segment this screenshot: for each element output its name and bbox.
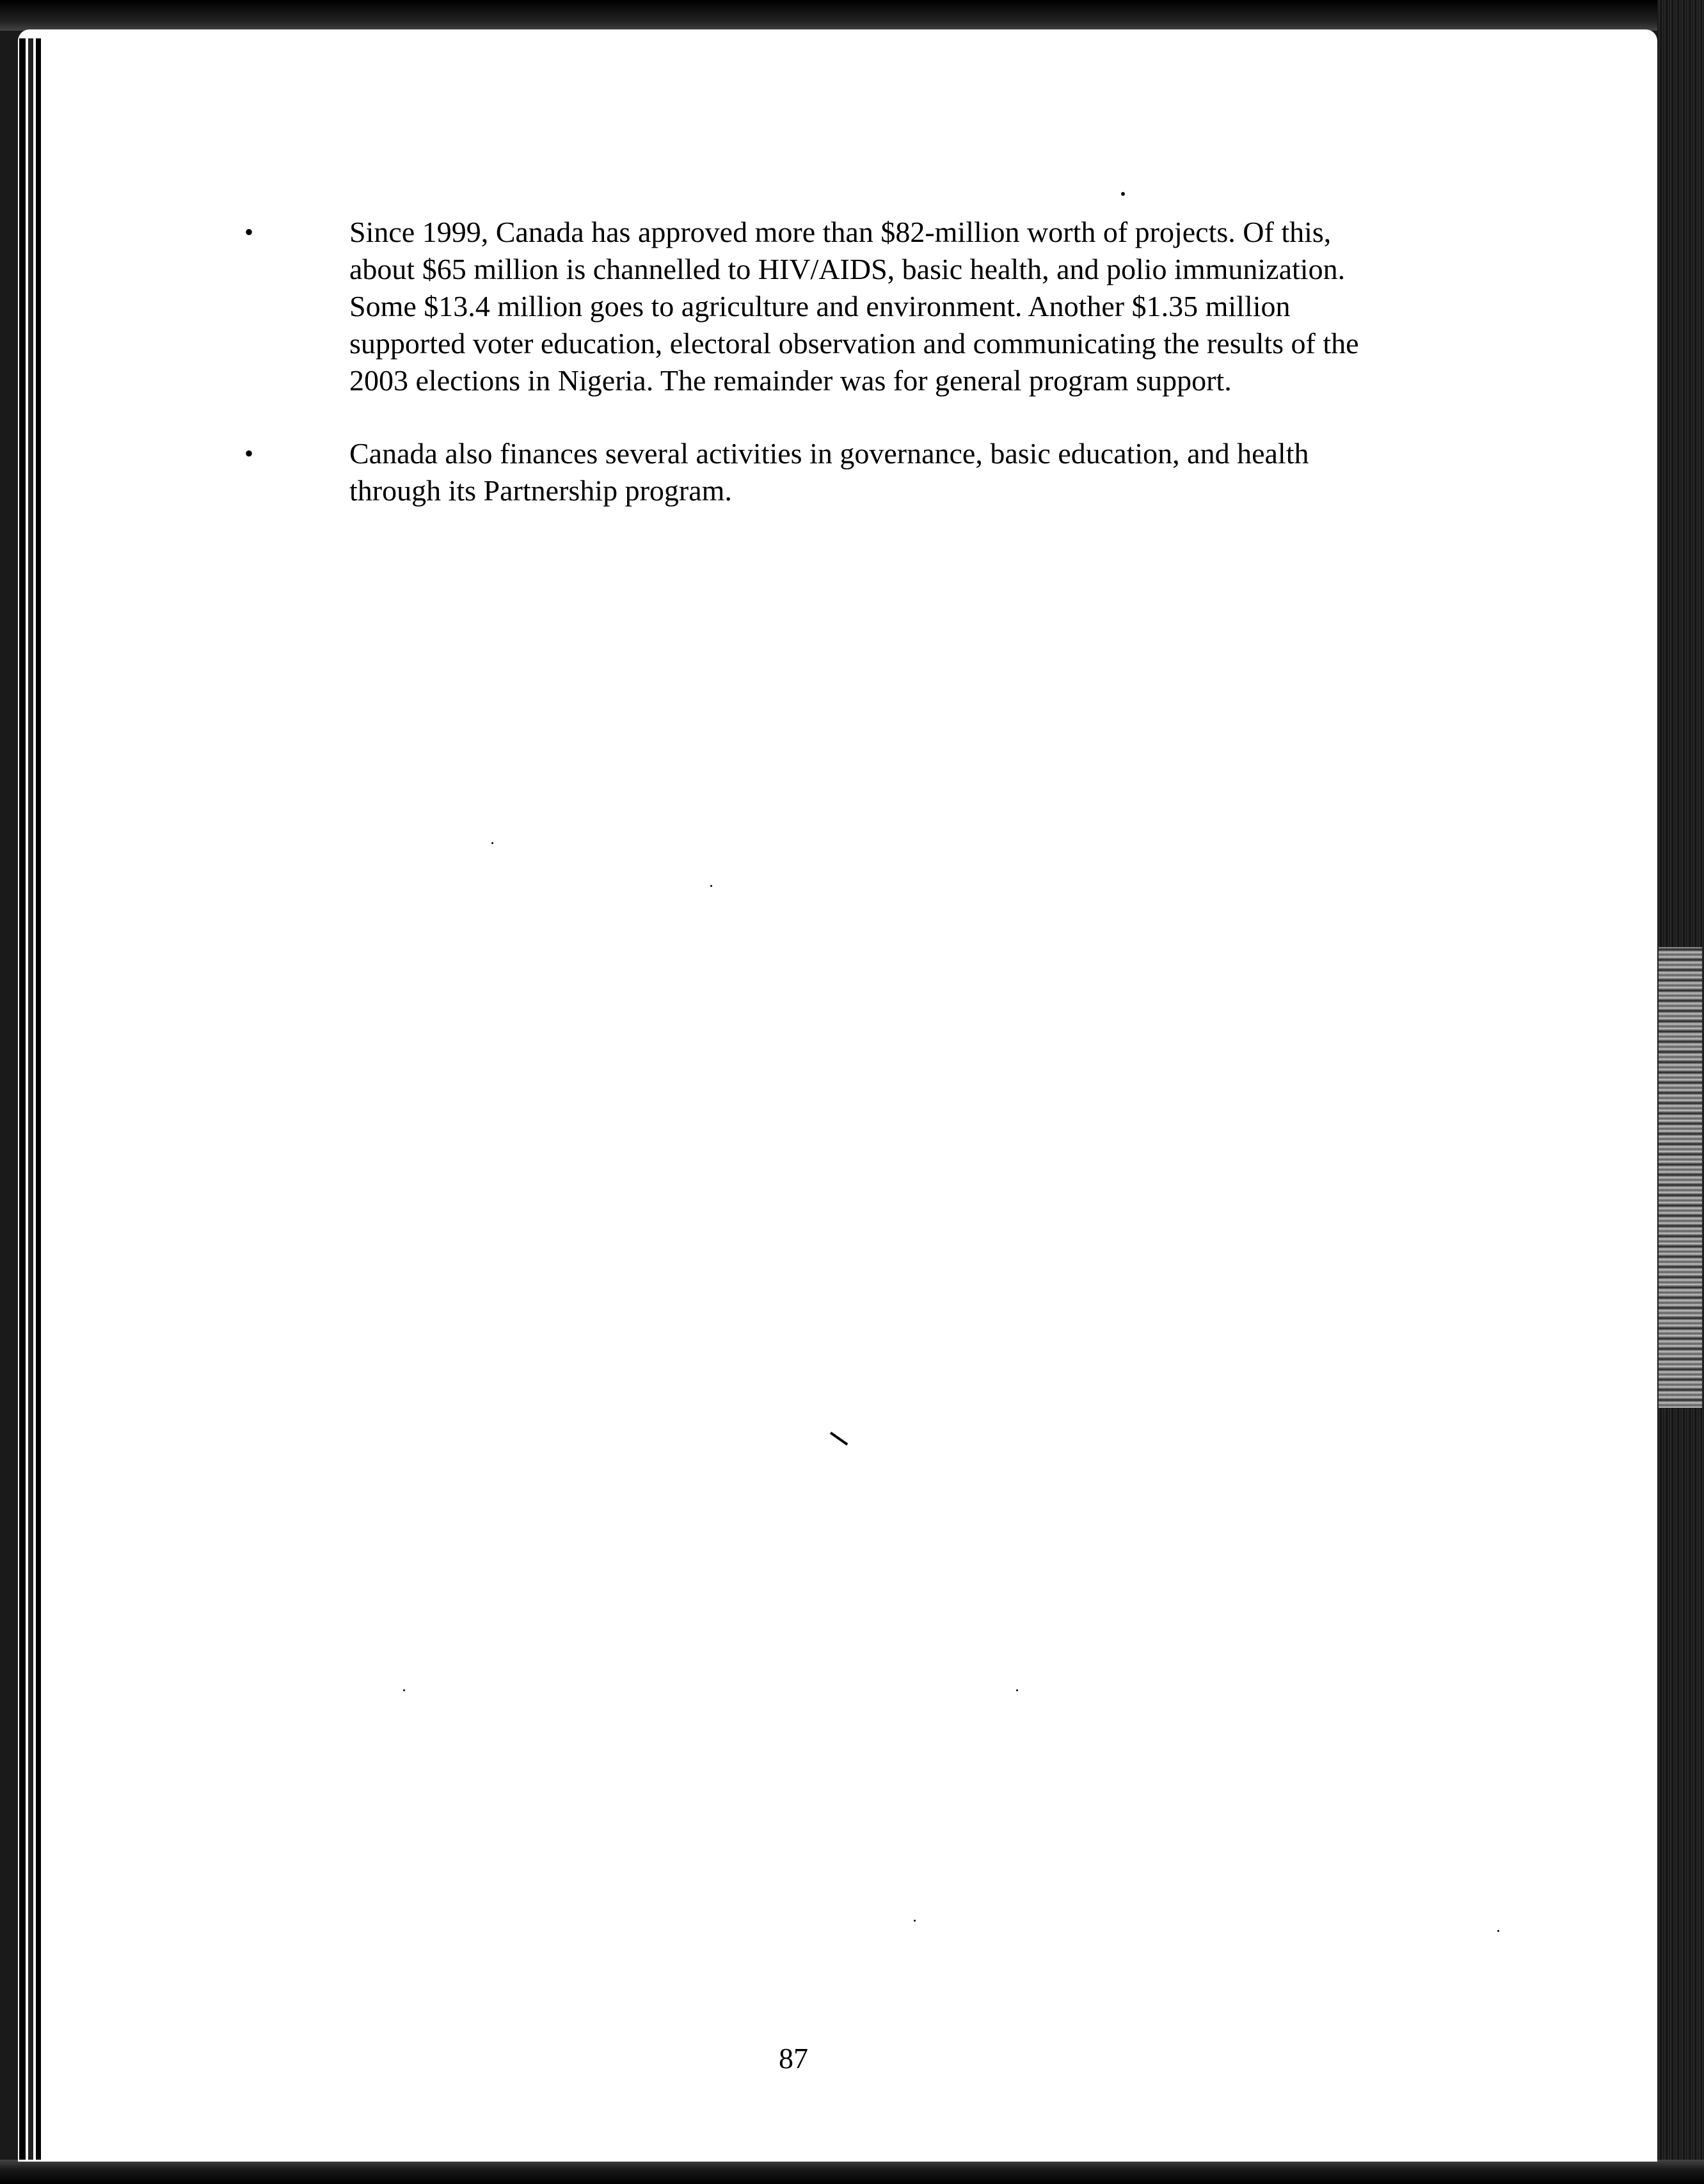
- bullet-text: Canada also finances several activities in governance, basic education, and health through its Partnership program.: [349, 437, 1309, 507]
- bullet-icon: •: [244, 439, 254, 468]
- scan-speck: [1016, 1689, 1018, 1691]
- scan-speck: [403, 1689, 405, 1691]
- bullet-icon: •: [244, 218, 254, 246]
- scan-speck: [1121, 192, 1125, 196]
- page-number: 87: [779, 2042, 808, 2075]
- scan-speck: [914, 1920, 916, 1922]
- scan-border-bottom: [0, 2160, 1704, 2184]
- scan-speck: [491, 842, 493, 844]
- bullet-item: [244, 214, 1376, 399]
- bullet-text: Since 1999, Canada has approved more than $82-million worth of projects. Of this, about $65 million is channelled to HIV/AIDS, basic health, and polio immunization. Some $13.4 million goes to agriculture and environment. Another $1.35 million supported voter education, electoral observation and communicating the results of the 2003 elections in Nigeria. The remainder was for general program support.: [349, 216, 1359, 397]
- document-body: [244, 214, 1376, 545]
- scan-speck: [710, 885, 712, 887]
- scan-border-top: [0, 0, 1704, 31]
- scan-speck: [1497, 1930, 1499, 1932]
- bullet-item: [244, 435, 1376, 509]
- binding-spine: [19, 38, 49, 2160]
- scan-edge-noise: [1659, 947, 1702, 1408]
